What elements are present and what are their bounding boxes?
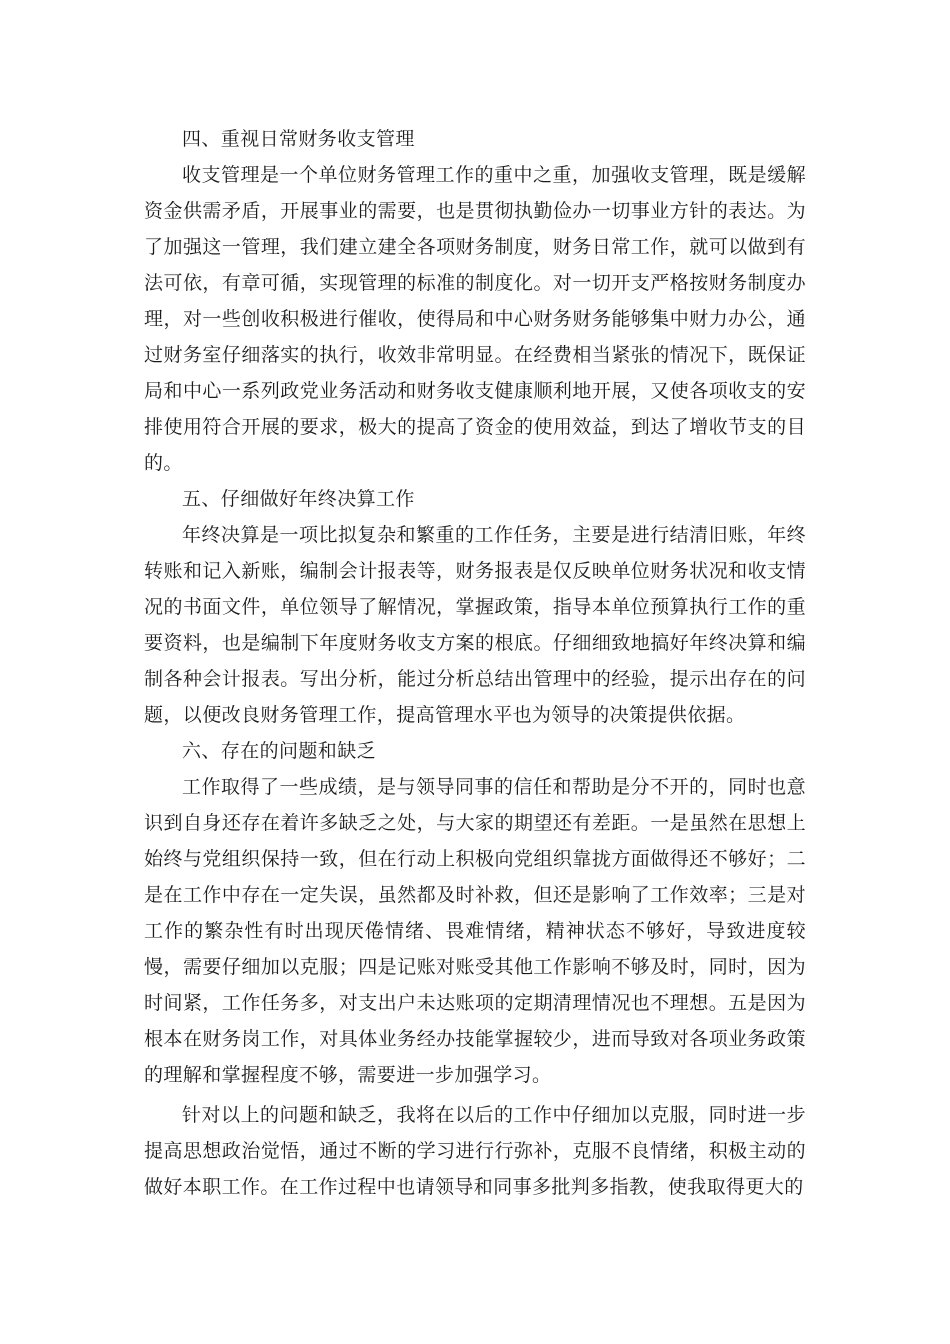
section-4-paragraph-1: 收支管理是一个单位财务管理工作的重中之重，加强收支管理，既是缓解资金供需矛盾，开展事业的需要，也是贯彻执勤俭办一切事业方针的表达。为了加强这一管理，我们建立建全各项财务制度，财务日常工作，就可以做到有法可依，有章可循，实现管理的标准的制度化。对一切开支严格按财务制度办理，对一些创收积极进行催收，使得局和中心财务财务能够集中财力办公，通过财务室仔细落实的执行，收效非常明显。在经费相当紧张的情况下，既保证局和中心一系列政党业务活动和财务收支健康顺利地开展，又使各项收支的安排使用符合开展的要求，极大的提高了资金的使用效益，到达了增收节支的目的。: [144, 164, 806, 474]
section-heading-4: 四、重视日常财务收支管理: [182, 128, 415, 150]
section-heading-6: 六、存在的问题和缺乏: [182, 740, 377, 762]
document-body: [144, 121, 806, 1205]
section-6-paragraph-2: 针对以上的问题和缺乏，我将在以后的工作中仔细加以克服，同时进一步提高思想政治觉悟，通过不断的学习进行行弥补，克服不良情绪，积极主动的做好本职工作。在工作过程中也请领导和同事多批判多指教，使我取得更大的: [144, 1104, 806, 1198]
section-heading-5: 五、仔细做好年终决算工作: [182, 488, 415, 510]
section-5-paragraph-1: 年终决算是一项比拟复杂和繁重的工作任务，主要是进行结清旧账，年终转账和记入新账，编制会计报表等，财务报表是仅反映单位财务状况和收支情况的书面文件，单位领导了解情况，掌握政策，指导本单位预算执行工作的重要资料，也是编制下年度财务收支方案的根底。仔细细致地搞好年终决算和编制各种会计报表。写出分析，能过分析总结出管理中的经验，提示出存在的问题，以便改良财务管理工作，提高管理水平也为领导的决策提供依据。: [144, 524, 806, 726]
section-6-paragraph-1: 工作取得了一些成绩，是与领导同事的信任和帮助是分不开的，同时也意识到自身还存在着许多缺乏之处，与大家的期望还有差距。一是虽然在思想上始终与党组织保持一致，但在行动上积极向党组织靠拢方面做得还不够好；二是在工作中存在一定失误，虽然都及时补救，但还是影响了工作效率；三是对工作的繁杂性有时出现厌倦情绪、畏难情绪，精神状态不够好，导致进度较慢，需要仔细加以克服；四是记账对账受其他工作影响不够及时，同时，因为时间紧，工作任务多，对支出户未达账项的定期清理情况也不理想。五是因为根本在财务岗工作，对具体业务经办技能掌握较少，进而导致对各项业务政策的理解和掌握程度不够，需要进一步加强学习。: [144, 776, 806, 1086]
